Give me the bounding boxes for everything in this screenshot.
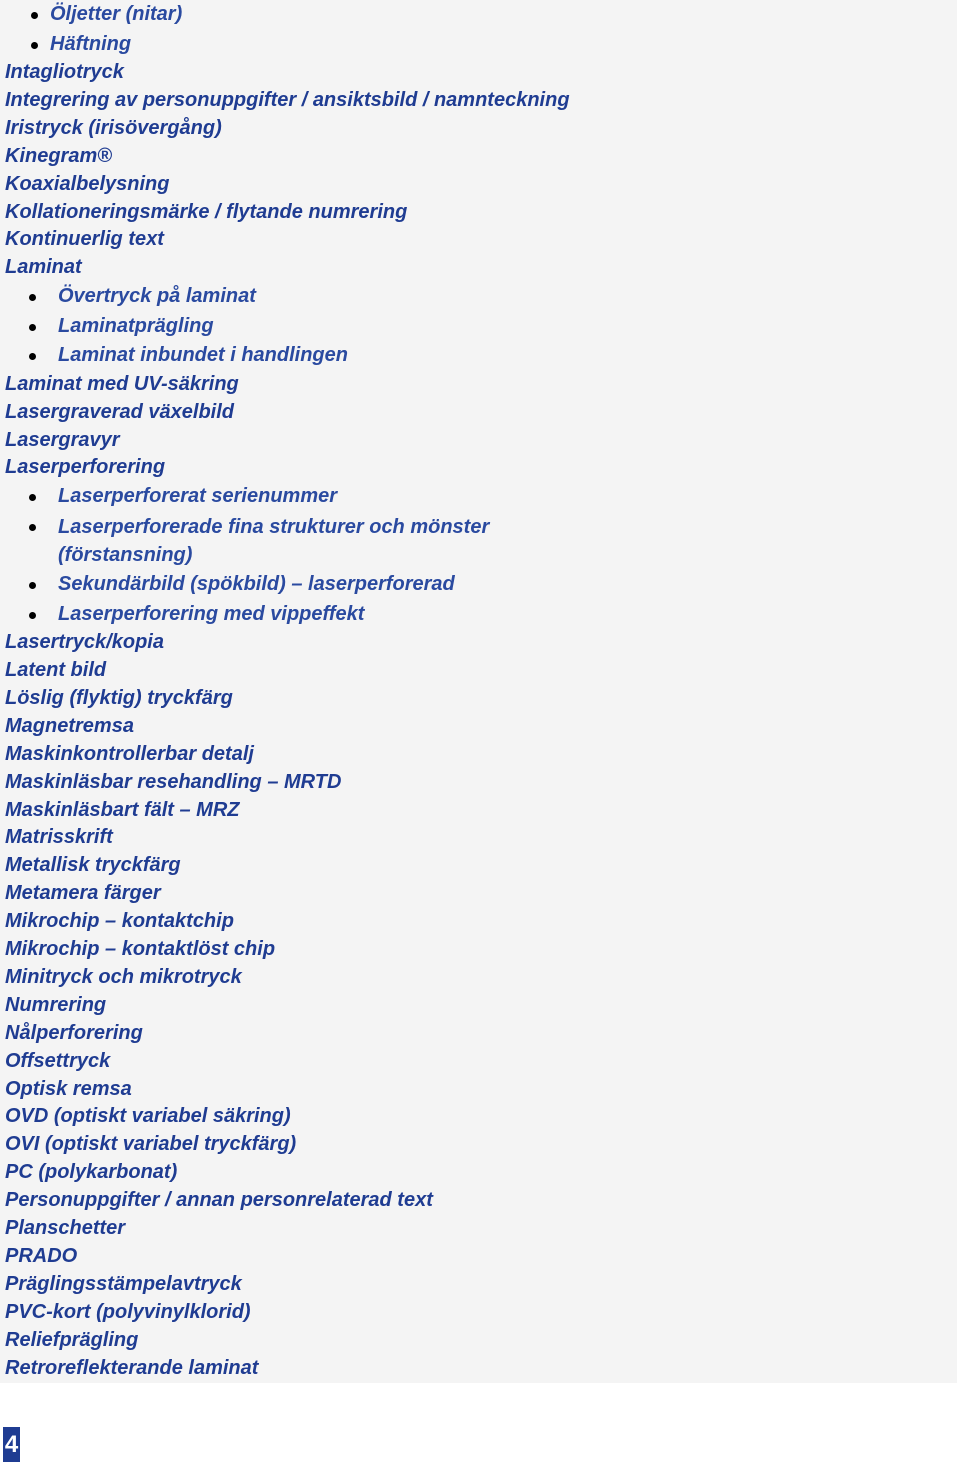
glossary-item-label: Laserperforering	[5, 456, 166, 479]
glossary-item-label: Laserperforering med vippeffekt	[58, 602, 365, 625]
glossary-item[interactable]	[5, 964, 578, 992]
glossary-item-label: Koaxialbelysning	[5, 172, 170, 195]
bullet-dot-icon	[29, 353, 36, 360]
page-number: 4	[3, 1427, 20, 1462]
glossary-item-label: Magnetremsa	[5, 714, 134, 737]
bullet-dot-icon	[31, 42, 38, 49]
glossary-subitem[interactable]	[5, 312, 578, 342]
glossary-item[interactable]	[5, 115, 578, 143]
glossary-item-label: Laminat med UV-säkring	[5, 372, 239, 395]
glossary-item-label: Lasertryck/kopia	[5, 631, 164, 654]
glossary-item-label: Maskinläsbart fält – MRZ	[5, 798, 240, 821]
glossary-item[interactable]	[5, 1187, 578, 1215]
glossary-item[interactable]	[5, 454, 578, 482]
glossary-item-label: Nålperforering	[5, 1021, 143, 1044]
glossary-item[interactable]	[5, 1243, 578, 1271]
glossary-item-label: Iristryck (irisövergång)	[5, 116, 222, 139]
glossary-item-label: Latent bild	[5, 658, 107, 681]
glossary-item-label: Personuppgifter / annan personrelaterad text	[5, 1189, 433, 1212]
glossary-item-label: Öljetter (nitar)	[50, 3, 183, 25]
glossary-item[interactable]	[5, 741, 578, 769]
glossary-item[interactable]	[5, 1271, 578, 1299]
glossary-item-label: PC (polykarbonat)	[5, 1161, 178, 1184]
glossary-item[interactable]	[5, 199, 578, 227]
glossary-item-label: Planschetter	[5, 1217, 126, 1240]
glossary-item-label: Mikrochip – kontaktchip	[5, 910, 234, 933]
glossary-item-label: Matrisskrift	[5, 826, 113, 849]
glossary-item-label: Minitryck och mikrotryck	[5, 965, 242, 988]
glossary-item-label: Kontinuerlig text	[5, 228, 164, 251]
bullet-dot-icon	[29, 524, 36, 531]
glossary-item[interactable]	[5, 1299, 578, 1327]
glossary-item[interactable]	[5, 143, 578, 171]
glossary-item[interactable]	[5, 1020, 578, 1048]
glossary-item[interactable]	[5, 880, 578, 908]
glossary-item[interactable]	[5, 992, 578, 1020]
glossary-item-label: Metamera färger	[5, 882, 161, 905]
glossary-item-label: Kinegram®	[5, 144, 112, 167]
glossary-item[interactable]	[5, 1076, 578, 1104]
glossary-item[interactable]	[5, 908, 578, 936]
glossary-item[interactable]	[5, 852, 578, 880]
glossary-item[interactable]	[5, 769, 578, 797]
glossary-item[interactable]	[5, 1327, 578, 1355]
glossary-list	[5, 0, 578, 1383]
glossary-subitem[interactable]	[5, 570, 578, 600]
bullet-dot-icon	[29, 324, 36, 331]
glossary-item-label: Kollationeringsmärke / flytande numrering	[5, 200, 408, 223]
glossary-item-label: Retroreflekterande laminat	[5, 1356, 259, 1379]
glossary-item[interactable]	[5, 59, 578, 87]
glossary-item[interactable]	[5, 1215, 578, 1243]
glossary-item-label: Optisk remsa	[5, 1077, 132, 1100]
glossary-item-label: OVI (optiskt variabel tryckfärg)	[5, 1133, 297, 1156]
bullet-dot-icon	[29, 294, 36, 301]
glossary-item-label: Laminatprägling	[58, 314, 214, 337]
glossary-item[interactable]	[5, 87, 578, 115]
glossary-item-label: OVD (optiskt variabel säkring)	[5, 1105, 291, 1128]
bullet-dot-icon	[31, 12, 38, 19]
glossary-item-label: Laminat	[5, 256, 82, 279]
glossary-item-label: Löslig (flyktig) tryckfärg	[5, 686, 233, 709]
glossary-item[interactable]	[5, 371, 578, 399]
glossary-item-label: Laserperforerat serienummer	[58, 485, 338, 508]
glossary-item-label: Sekundärbild (spökbild) – laserperforerad	[58, 573, 455, 596]
glossary-item[interactable]	[5, 171, 578, 199]
bullet-dot-icon	[29, 612, 36, 619]
glossary-item-label: Intagliotryck	[5, 61, 124, 83]
glossary-item-label: Integrering av personuppgifter / ansiktsbild / namnteckning	[5, 88, 570, 111]
glossary-item-label: Reliefprägling	[5, 1328, 139, 1351]
glossary-item[interactable]	[5, 629, 578, 657]
glossary-item-label: Lasergraverad växelbild	[5, 400, 235, 423]
glossary-item-label: Offsettryck	[5, 1049, 111, 1072]
glossary-item-label: Maskinläsbar resehandling – MRTD	[5, 770, 342, 793]
glossary-subitem[interactable]	[5, 600, 578, 630]
bullet-dot-icon	[29, 494, 36, 501]
glossary-item[interactable]	[5, 1131, 578, 1159]
glossary-item-label: Häftning	[50, 32, 132, 55]
glossary-item[interactable]	[5, 254, 578, 282]
glossary-item-label: Maskinkontrollerbar detalj	[5, 742, 254, 765]
glossary-item[interactable]	[5, 1355, 578, 1383]
glossary-item[interactable]	[5, 936, 578, 964]
glossary-item[interactable]	[5, 657, 578, 685]
glossary-item[interactable]	[5, 399, 578, 427]
glossary-item[interactable]	[5, 713, 578, 741]
glossary-subitem[interactable]	[5, 341, 578, 371]
glossary-subitem[interactable]	[5, 30, 578, 60]
bullet-dot-icon	[29, 582, 36, 589]
glossary-subitem[interactable]	[5, 282, 578, 312]
glossary-item[interactable]	[5, 1159, 578, 1187]
glossary-item-label: PVC-kort (polyvinylklorid)	[5, 1300, 251, 1323]
glossary-item-label: Metallisk tryckfärg	[5, 854, 181, 877]
glossary-item-label: Präglingsstämpelavtryck	[5, 1272, 242, 1295]
glossary-item[interactable]	[5, 427, 578, 455]
glossary-subitem[interactable]	[5, 512, 578, 570]
glossary-subitem[interactable]	[5, 482, 578, 512]
glossary-subitem[interactable]	[5, 0, 578, 30]
glossary-item-label: Laminat inbundet i handlingen	[58, 344, 348, 367]
glossary-item[interactable]	[5, 1103, 578, 1131]
glossary-item-label: Mikrochip – kontaktlöst chip	[5, 938, 276, 961]
glossary-item[interactable]	[5, 797, 578, 825]
glossary-item[interactable]	[5, 1048, 578, 1076]
glossary-item-label: Numrering	[5, 993, 107, 1016]
glossary-item[interactable]	[5, 685, 578, 713]
glossary-item-label: Laserperforerade fina strukturer och mönster (förstansning)	[58, 515, 490, 567]
glossary-item[interactable]	[5, 824, 578, 852]
glossary-item-label: PRADO	[5, 1245, 78, 1267]
glossary-item[interactable]	[5, 226, 578, 254]
glossary-item-label: Övertryck på laminat	[58, 285, 256, 308]
glossary-item-label: Lasergravyr	[5, 428, 120, 451]
